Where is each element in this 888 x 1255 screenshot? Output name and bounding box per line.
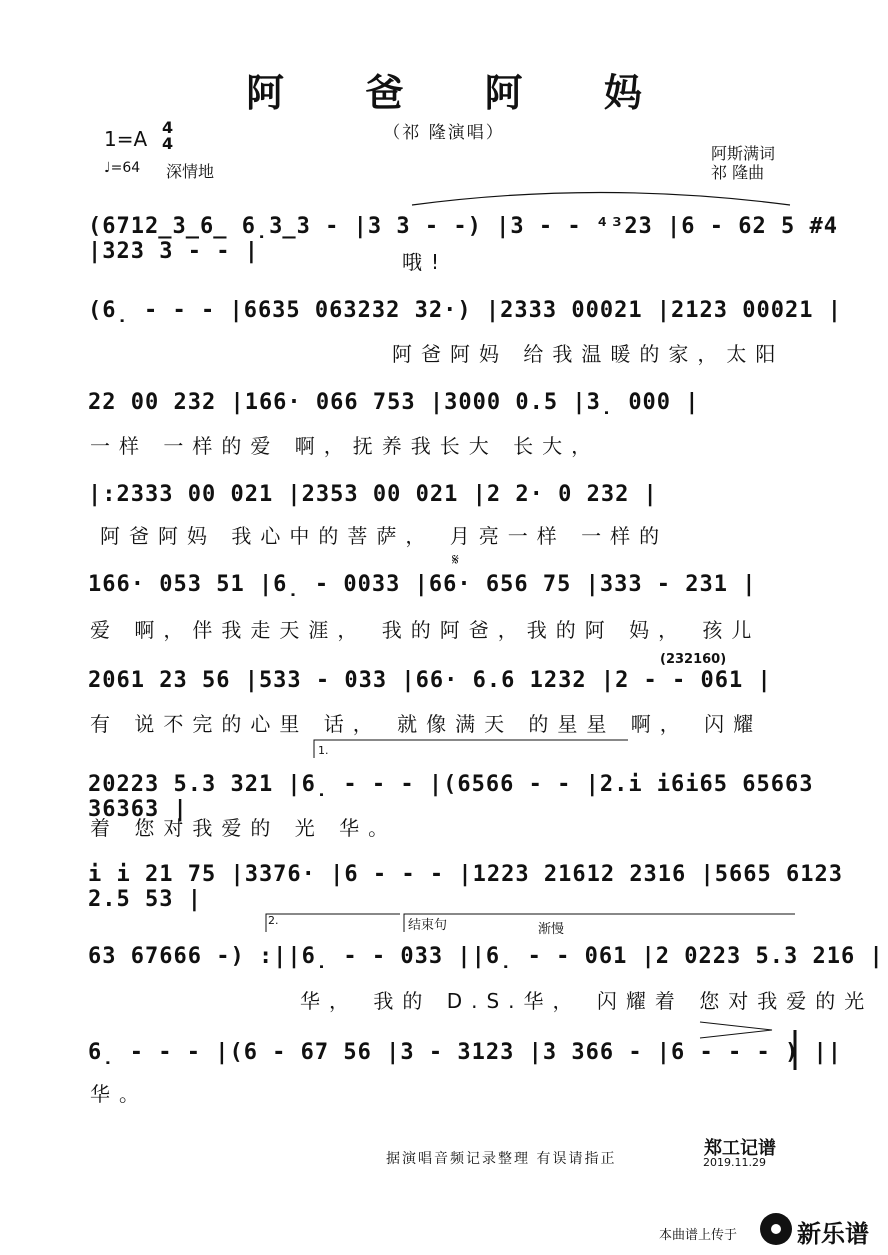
decrescendo-hairpin — [700, 1022, 772, 1038]
volta-1-label: 1. — [318, 744, 329, 757]
volta-2-label: 2. — [268, 914, 279, 927]
song-title: 阿 爸 阿 妈 — [246, 71, 676, 115]
notes-row-6: 2061 23 56 |533 - 033 |66· 6.6 1232 |2 - - 061 | — [88, 668, 772, 693]
upload-text: 本曲谱上传于 — [659, 1228, 738, 1243]
segno-sign: 𝄋 — [452, 550, 459, 569]
notes-row-4: |:2333 00 021 |2353 00 021 |2 2· 0 232 | — [88, 482, 658, 507]
transcription-date: 2019.11.29 — [703, 1156, 766, 1169]
notes-row-8: i i 21 75 |3376· |6 - - - |1223 21612 2316 |5665 6123 2.5 53 | — [88, 862, 843, 912]
lyrics-row-2: 阿爸阿妈 给我温暖的家，太阳 — [392, 342, 785, 366]
notes-row-10: 6̣ - - - |(6 - 67 56 |3 - 3123 |3 366 - |6 - - - ) || — [88, 1040, 842, 1065]
performer-credit: （祁 隆演唱） — [383, 123, 505, 143]
notes-row-5: 166· 053 51 |6̣ - 0033 |66· 656 75 |333 - 231 | — [88, 572, 757, 597]
transcription-note: 据演唱音频记录整理 有误请指正 — [386, 1151, 617, 1167]
notes-row-7: 20223 5.3 321 |6̣ - - - |(6566 - - |2.i i6i65 65663 36363 | — [88, 772, 814, 822]
time-signature — [162, 120, 173, 152]
ending-label: 结束句 — [408, 918, 448, 933]
transcriber-name: 郑工记谱 — [704, 1138, 776, 1159]
ending-bracket — [404, 914, 795, 932]
brand-logo-text[interactable]: 新乐谱 — [797, 1220, 869, 1248]
time-sig-top: 4 — [162, 118, 174, 137]
notes-row-3: 22 00 232 |166· 066 753 |3000 0.5 |3̣ 000 | — [88, 390, 700, 415]
notes-row-9: 63 67666 -) :||6̣ - - 033 ||6̣ - - 061 |2 0223 5.3 216 | — [88, 944, 884, 969]
key-signature: 1=A — [104, 127, 148, 151]
volta-1-bracket — [314, 740, 628, 758]
volta-2-bracket — [266, 914, 400, 932]
lyrics-row-10: 华。 — [90, 1082, 148, 1106]
lyrics-row-6: 有 说不完的心里 话， 就像满天 的星星 啊， 闪耀 — [90, 712, 763, 736]
phrase-slur — [412, 193, 790, 206]
composer-credit: 祁 隆曲 — [711, 163, 765, 182]
lyrics-row-5: 爱 啊，伴我走天涯， 我的阿爸，我的阿 妈， 孩儿 — [90, 618, 761, 642]
lyrics-row-1: 哦! — [402, 250, 449, 274]
notes-row-2: (6̣ - - - |6635 063232 32·) |2333 00021 |2123 00021 | — [88, 298, 842, 323]
time-sig-bottom: 4 — [162, 134, 174, 153]
lyrics-row-3: 一样 一样的爱 啊，抚养我长大 长大， — [90, 434, 601, 458]
ornament-label: (232160) — [660, 652, 727, 667]
lyrics-row-4: 阿爸阿妈 我心中的菩萨， 月亮一样 一样的 — [100, 524, 669, 548]
lyrics-row-9: 华， 我的 D.S.华， 闪耀着 您对我爱的光 — [300, 989, 874, 1013]
lyrics-row-7: 着 您对我爱的 光 华。 — [90, 816, 398, 840]
lyricist-credit: 阿斯满词 — [711, 144, 776, 163]
notes-row-1: (6712̲3̲6̲ 6̣3̲3 - |3 3 - -) |3 - - ⁴³23 |6 - 62 5 #4 |323 3 - - | — [88, 214, 838, 264]
ritardando-label: 渐慢 — [538, 922, 565, 937]
expression-marking: 深情地 — [166, 162, 215, 181]
tempo-marking: ♩=64 — [104, 160, 141, 176]
record-logo-icon — [760, 1213, 792, 1245]
